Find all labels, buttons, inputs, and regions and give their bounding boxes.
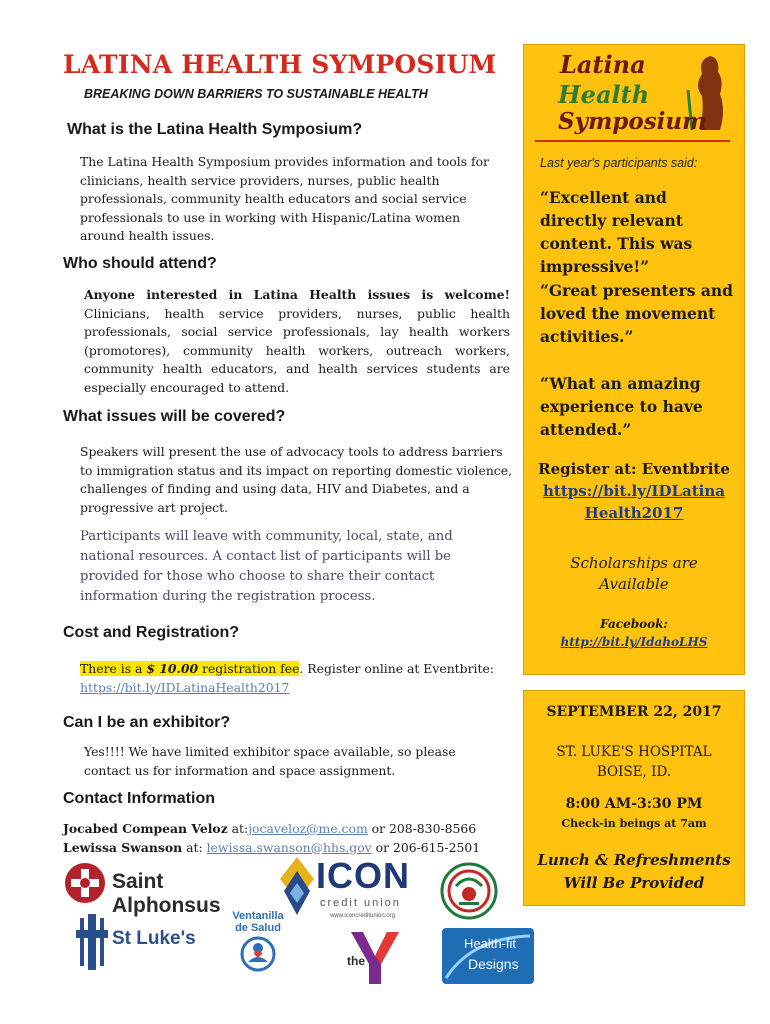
- event-date: SEPTEMBER 22, 2017: [546, 704, 722, 720]
- fee-highlight: There is a $ 10.00 registration fee: [80, 661, 300, 676]
- what-body: The Latina Health Symposium provides information and tools for clinicians, health service providers, nurses, public health professionals, community health educators and social service professionals to use in working with Hispanic/Latina women around health issues.: [80, 154, 489, 243]
- saint-alphonsus-text: Saint Alphonsus: [112, 870, 221, 917]
- scholarship-note: Scholarships are Available: [570, 554, 698, 593]
- register-block: [530, 458, 738, 524]
- who-body-rest: Clinicians, health service providers, nurses, public health professionals, social service professionals, lay health workers (promotores), community health workers, outreach workers, community health educators, and health services students are especially encouraged to attend.: [84, 305, 510, 395]
- who-body: [84, 286, 510, 397]
- ventanilla-text: Ventanilla de Salud: [232, 910, 284, 934]
- cost-body: There is a $ 10.00 registration fee. Register online at Eventbrite: https://bit.ly/IDLatinaHealth2017: [80, 661, 494, 695]
- event-venue: ST. LUKE'S HOSPITAL BOISE, ID.: [556, 744, 712, 780]
- contact-name-2: Lewissa Swanson: [63, 839, 183, 855]
- icon-url: www.iconcreditunion.org: [330, 913, 396, 919]
- health-fit-text-1: Health-fit: [464, 936, 517, 951]
- icon-wordmark: ICON: [316, 855, 410, 896]
- logo-word-latina: Latina: [560, 50, 646, 79]
- contact-body: Jocabed Compean Veloz at:jocaveloz@me.com or 208-830-8566 Lewissa Swanson at: lewissa.swanson@hhs.gov or 206-615-2501: [63, 821, 481, 855]
- contact-phone-2: or 206-615-2501: [371, 839, 481, 855]
- logo-word-health: Health: [558, 80, 650, 109]
- consulate-seal-logo: [440, 862, 498, 920]
- quote-1: “Excellent and directly relevant content. This was impressive!”: [540, 188, 693, 276]
- page-title: LATINA HEALTH SYMPOSIUM: [63, 50, 497, 79]
- fee-amount: $ 10.00: [146, 661, 199, 676]
- heading-what: What is the Latina Health Symposium?: [67, 121, 363, 138]
- seal-emblem-icon: [440, 862, 498, 920]
- heading-issues: What issues will be covered?: [63, 408, 286, 425]
- contact-email-2[interactable]: lewissa.swanson@hhs.gov: [206, 839, 372, 855]
- logo-underline: [535, 140, 730, 142]
- lunch-note: Lunch & Refreshments Will Be Provided: [537, 851, 731, 892]
- who-body-lead: Anyone interested in Latina Health issues is welcome!: [84, 287, 510, 302]
- icon-subtext: credit union: [320, 897, 401, 909]
- saint-alphonsus-logo: [64, 862, 274, 917]
- facebook-label: Facebook:: [600, 617, 668, 631]
- facebook-block: [530, 615, 738, 651]
- contact-name-1: Jocabed Compean Veloz: [63, 821, 228, 836]
- ventanilla-de-salud-logo: [218, 910, 298, 990]
- st-lukes-logo: [76, 912, 206, 976]
- st-lukes-text: St Luke's: [112, 928, 196, 949]
- facebook-link[interactable]: http://bit.ly/IdahoLHS: [560, 635, 708, 649]
- register-link-line1[interactable]: https://bit.ly/IDLatina: [543, 482, 725, 500]
- issues-body-2: Participants will leave with community, local, state, and national resources. A contact list of participants will be provided for those who choose to share their contact information during the registration process.: [80, 529, 453, 604]
- saint-alphonsus-cross-icon: [64, 862, 106, 904]
- ymca-text: the: [347, 954, 365, 968]
- exhibitor-body: Yes!!!! We have limited exhibitor space available, so please contact us for information and space assignment.: [84, 744, 456, 778]
- issues-body-1: Speakers will present the use of advocacy tools to address barriers to immigration status and its impact on reporting domestic violence, challenges of finding and using data, HIV and Diabetes, and a progressive art project.: [80, 444, 513, 515]
- health-fit-designs-logo: [442, 928, 534, 984]
- quote-3: “What an amazing experience to have attended.”: [540, 374, 703, 439]
- quotes-intro: Last year's participants said:: [540, 156, 698, 170]
- register-link-line2[interactable]: Health2017: [584, 504, 684, 522]
- heading-who: Who should attend?: [63, 255, 217, 272]
- icon-credit-union-logo: [280, 855, 420, 925]
- ymca-logo: [345, 928, 405, 988]
- page-subtitle: BREAKING DOWN BARRIERS TO SUSTAINABLE HEALTH: [84, 87, 428, 101]
- icon-diamond-icon: [280, 857, 314, 917]
- register-label: Register at: Eventbrite: [538, 460, 730, 478]
- contact-phone-1: or 208-830-8566: [367, 821, 477, 836]
- st-lukes-cross-icon: [76, 914, 108, 970]
- event-time: 8:00 AM-3:30 PM: [565, 796, 703, 812]
- event-checkin: Check-in beings at 7am: [561, 817, 707, 830]
- health-fit-text-2: Designs: [468, 956, 519, 972]
- registration-link[interactable]: https://bit.ly/IDLatinaHealth2017: [80, 679, 290, 695]
- heading-cost: Cost and Registration?: [63, 624, 240, 641]
- heading-exhibitor: Can I be an exhibitor?: [63, 714, 231, 731]
- symposium-logo: [530, 48, 738, 144]
- logo-word-symposium: Symposium: [558, 108, 707, 135]
- contact-email-1[interactable]: jocaveloz@me.com: [248, 821, 368, 836]
- quote-2: “Great presenters and loved the movement activities.”: [540, 281, 733, 346]
- heading-contact: Contact Information: [63, 790, 215, 807]
